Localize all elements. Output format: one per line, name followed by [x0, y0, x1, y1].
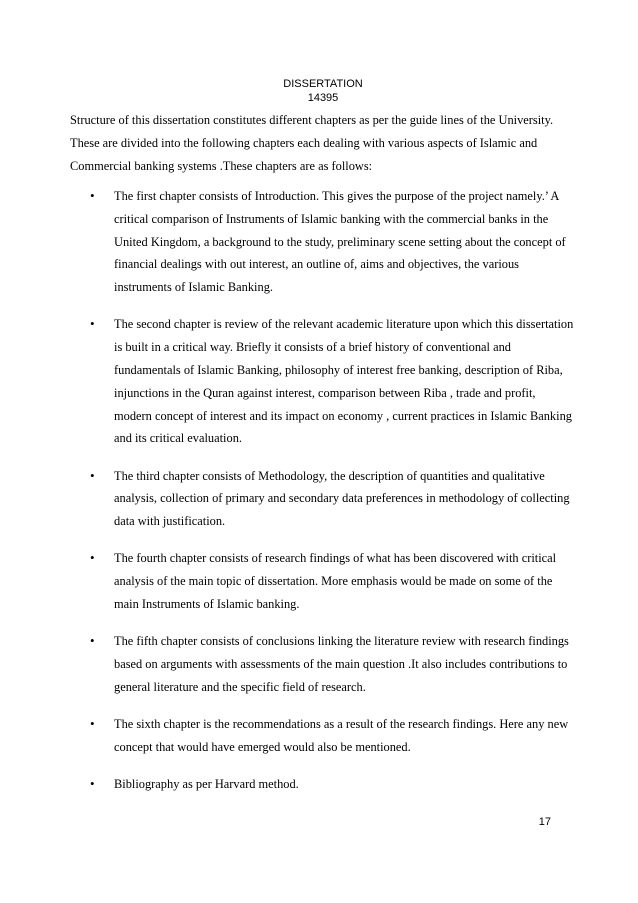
- bullet-icon: •: [90, 467, 95, 483]
- document-code: 14395: [307, 92, 339, 104]
- list-item-text: The first chapter consists of Introduction. This gives the purpose of the project namely.’ A critical comparison of Instruments of Islamic banking with the commercial banks in the United Kingdom, a background to the study, preliminary scene setting about the concept of financial dealings with out interest, an outline of, aims and objectives, the various instruments of Islamic Banking.: [114, 189, 566, 295]
- bullet-icon: •: [90, 633, 95, 649]
- bullet-icon: •: [90, 316, 95, 332]
- bullet-icon: •: [90, 550, 95, 566]
- list-item-text: The fourth chapter consists of research findings of what has been discovered with critical analysis of the main topic of dissertation. More emphasis would be made on some of the main Instruments of Islamic banking.: [114, 551, 557, 611]
- bullet-icon: •: [90, 188, 95, 203]
- page-number: 17: [538, 816, 551, 828]
- list-item: [0, 630, 574, 698]
- list-item: [0, 547, 574, 615]
- list-item-text: Bibliography as per Harvard method.: [114, 776, 299, 791]
- list-item: [0, 313, 574, 450]
- list-item-text: The third chapter consists of Methodology, the description of quantities and qualitative analysis, collection of primary and secondary data preferences in methodology of collecting data with justification.: [114, 468, 570, 529]
- list-item: [0, 185, 574, 299]
- bullet-icon: •: [90, 775, 95, 791]
- chapter-list: [0, 185, 574, 810]
- intro-paragraph: Structure of this dissertation constitutes different chapters as per the guide lines of the University. These are divided into the following chapters each dealing with various aspects of Islamic and Commercial banking systems .These chapters are as follows:: [70, 113, 554, 173]
- list-item-text: The second chapter is review of the relevant academic literature upon which this dissertation is built in a critical way. Briefly it consists of a brief history of conventional and fundamentals of Islamic Banking, philosophy of interest free banking, description of Riba, injunctions in the Quran against interest, comparison between Riba , trade and profit, modern concept of interest and its impact on economy , current practices in Islamic Banking and its critical evaluation.: [114, 317, 574, 446]
- list-item-text: The fifth chapter consists of conclusions linking the literature review with research findings based on arguments with assessments of the main question .It also includes contributions to general literature and the specific field of research.: [114, 634, 569, 694]
- page-header: [0, 77, 638, 105]
- bullet-icon: •: [90, 715, 95, 731]
- list-item-text: The sixth chapter is the recommendations as a result of the research findings. Here any new concept that would have emerged would also be mentioned.: [114, 716, 569, 754]
- list-item: [0, 773, 574, 796]
- list-item: [0, 713, 574, 759]
- document-title: DISSERTATION: [283, 78, 363, 90]
- list-item: [0, 465, 574, 533]
